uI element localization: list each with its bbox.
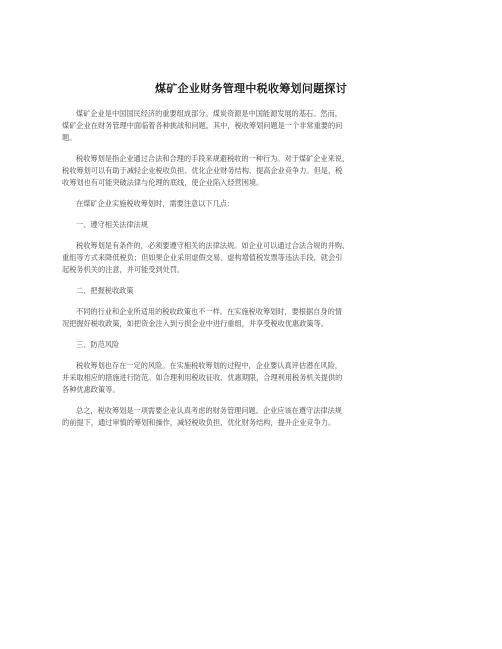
- paragraph-law: [62, 240, 440, 276]
- paragraph-line: 煤矿企业是中国国民经济的重要组成部分。煤炭资源是中国能源发展的基石。然而，: [76, 109, 342, 118]
- section-heading-law: 一、遵守相关法律法规: [76, 220, 148, 229]
- paragraph-line: 并采取相应的措施进行防范。如合理利用税收征收、优惠期限，合理利用税务机关提供的: [62, 373, 343, 382]
- paragraph-intro: [62, 108, 440, 144]
- paragraph-line: 起税务机关的注意，并可能受到处罚。: [62, 265, 185, 274]
- paragraph-line: 各种优惠政策等。: [62, 385, 120, 394]
- paragraph-line: 煤矿企业在财务管理中面临着各种挑战和问题。其中，税收筹划问题是一个非常重要的问: [62, 121, 343, 130]
- paragraph-policy: [62, 306, 440, 330]
- paragraph-line: 税收筹划是指企业通过合法和合理的手段来规避税收的一种行为。对于煤矿企业来说，: [76, 154, 350, 163]
- paragraph-line: 收筹划也有可能突破法律与伦理的底线，使企业陷入经营困境。: [62, 178, 264, 187]
- paragraph-line: 税收筹划是有条件的，必须要遵守相关的法律法规。如企业可以通过合法合规的并购、: [76, 241, 350, 250]
- paragraph-line: 重组等方式来降低税负；但如果企业采用虚假交易、虚构增值税发票等违法手段，就会引: [62, 253, 343, 262]
- paragraph-line: 税收筹划可以有助于减轻企业税收负担、优化企业财务结构、提高企业竞争力。但是，税: [62, 166, 343, 175]
- paragraph-risk: [62, 360, 440, 396]
- paragraph-line: 况把握好税收政策，如把资金注入到亏损企业中进行重组，并享受税收优惠政策等。: [62, 319, 328, 328]
- paragraph-line: 不同的行业和企业所适用的税收政策也不一样。在实施税收筹划时，要根据自身的情: [76, 307, 342, 316]
- paragraph-definition: [62, 153, 440, 189]
- paragraph-points-intro: [62, 198, 440, 210]
- paragraph-conclusion: [62, 405, 440, 429]
- paragraph-line: 总之，税收筹划是一项需要企业认真考虑的财务管理问题。企业应该在遵守法律法规: [76, 406, 342, 415]
- paragraph-line: 税收筹划也存在一定的风险。在实施税收筹划的过程中，企业要认真评估潜在风险，: [76, 361, 342, 370]
- document-title: 煤矿企业财务管理中税收筹划问题探讨: [154, 82, 348, 95]
- paragraph-line: 的前提下，通过审慎的筹划和操作，减轻税收负担、优化财务结构，提升企业竞争力。: [62, 418, 336, 427]
- paragraph-line: 在煤矿企业实施税收筹划时，需要注意以下几点：: [76, 199, 235, 208]
- section-heading-policy: 二、把握税收政策: [76, 286, 134, 295]
- section-heading-risk: 三、防范风险: [76, 340, 120, 349]
- paragraph-line: 题。: [62, 133, 77, 142]
